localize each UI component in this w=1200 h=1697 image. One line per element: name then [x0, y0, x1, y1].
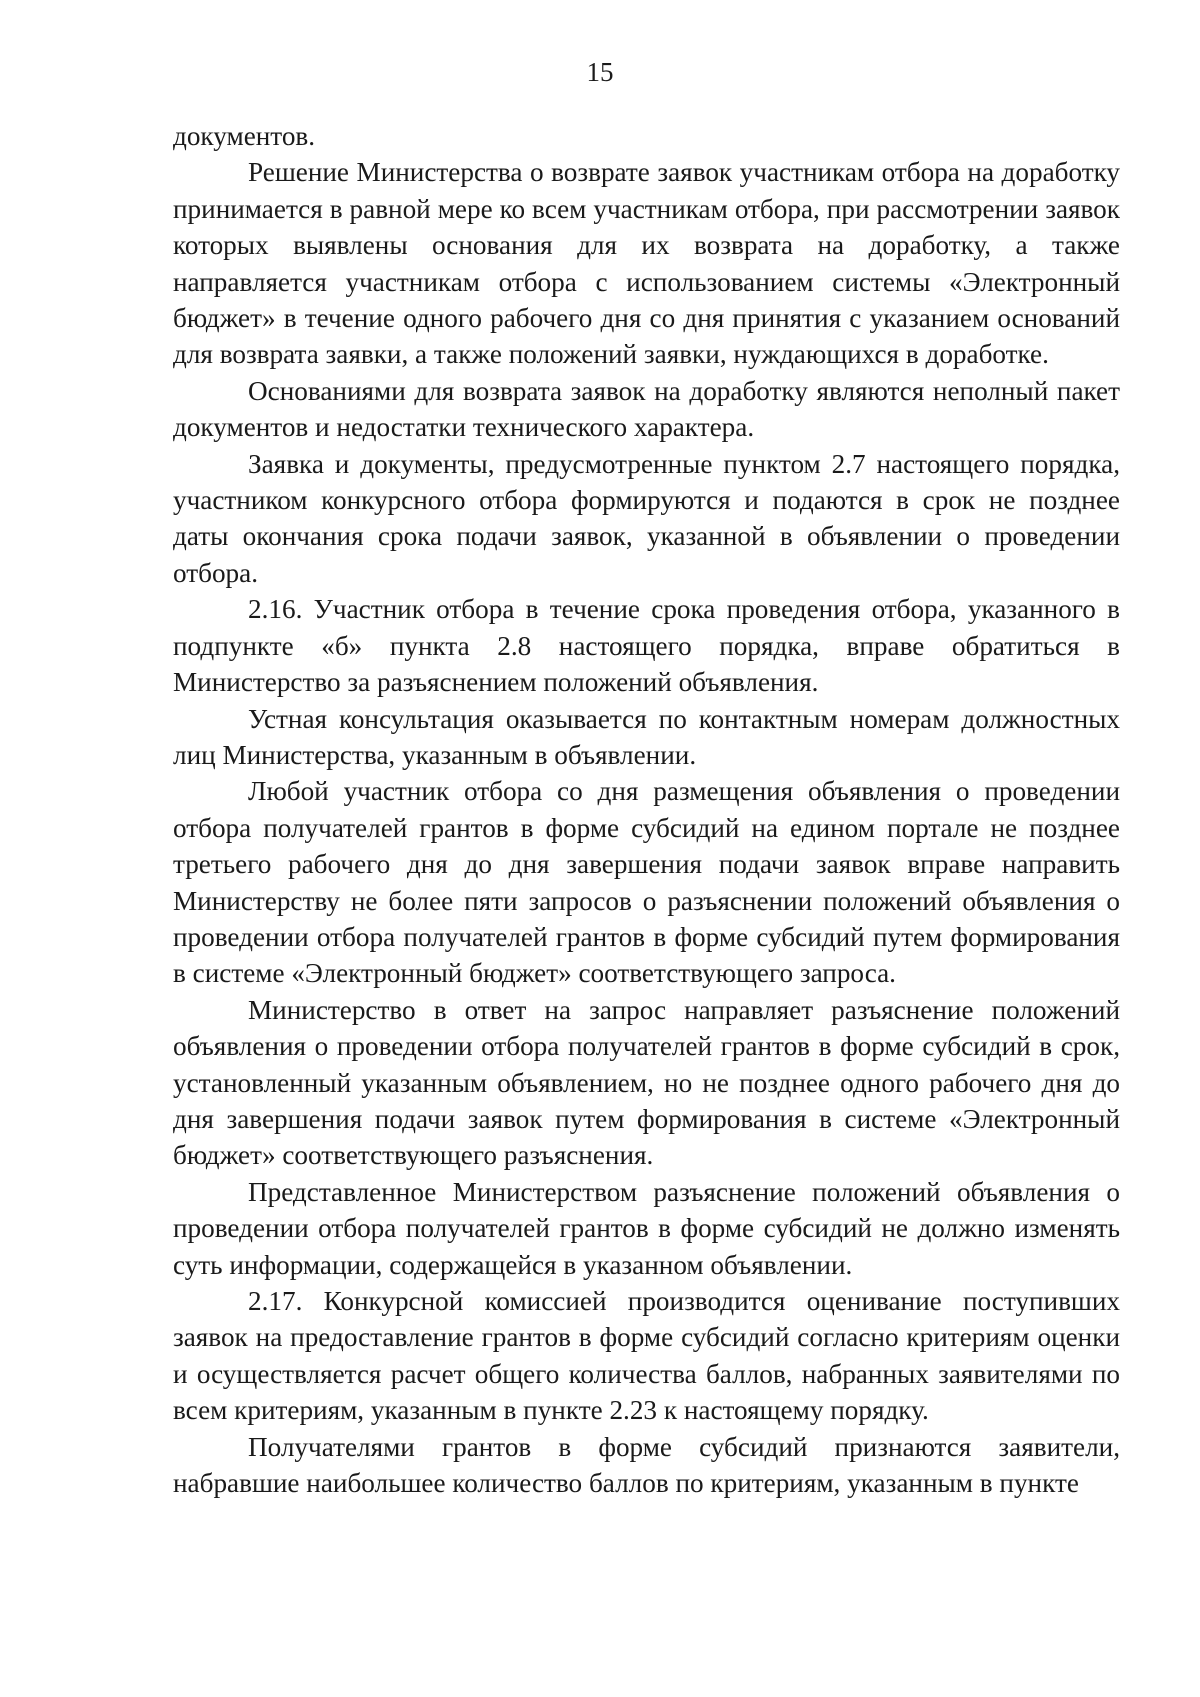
- paragraph-grant-recipients: Получателями грантов в форме субсидий признаются заявители, набравшие наибольшее количество баллов по критериям, указанным в пункте: [173, 1431, 1120, 1499]
- paragraph-application-documents: Заявка и документы, предусмотренные пунктом 2.7 настоящего порядка, участником конкурсного отбора формируются и подаются в срок не позднее даты окончания срока подачи заявок, указанной в объявлении о проведении отбора.: [173, 448, 1120, 588]
- paragraph-2-17: 2.17. Конкурсной комиссией производится оценивание поступивших заявок на предоставление грантов в форме субсидий согласно критериям оценки и осуществляется расчет общего количества баллов, набранных заявителями по всем критериям, указанным в пункте 2.23 к настоящему порядку.: [173, 1286, 1120, 1426]
- paragraph-oral-consultation: Устная консультация оказывается по контактным номерам должностных лиц Министерства, указанным в объявлении.: [173, 703, 1120, 770]
- paragraph-clarification-requests: Любой участник отбора со дня размещения объявления о проведении отбора получателей грантов в форме субсидий на едином портале не позднее третьего рабочего дня до дня завершения подачи заявок вправе направить Министерству не более пяти запросов о разъяснении положений объявления о проведении отбора получателей грантов в форме субсидий путем формирования в системе «Электронный бюджет» соответствующего запроса.: [173, 776, 1120, 989]
- page-number: 15: [586, 57, 614, 87]
- paragraph-clarification-content: Представленное Министерством разъяснение положений объявления о проведении отбора получателей грантов в форме субсидий не должно изменять суть информации, содержащейся в указанном объявлении.: [173, 1176, 1120, 1280]
- paragraph-return-grounds: Основаниями для возврата заявок на доработку являются неполный пакет документов и недостатки технического характера.: [173, 375, 1120, 443]
- paragraph-2-16: 2.16. Участник отбора в течение срока проведения отбора, указанного в подпункте «б» пункта 2.8 настоящего порядка, вправе обратиться в Министерство за разъяснением положений объявления.: [173, 594, 1120, 698]
- paragraph-return-decision: Решение Министерства о возврате заявок участникам отбора на доработку принимается в равной мере ко всем участникам отбора, при рассмотрении заявок которых выявлены основания для их возврата на доработку, а также направляется участникам отбора с использованием системы «Электронный бюджет» в течение одного рабочего дня со дня принятия с указанием оснований для возврата заявки, а также положений заявки, нуждающихся в доработке.: [173, 157, 1120, 370]
- paragraph-continuation: документов.: [173, 121, 316, 151]
- document-body: [173, 118, 1120, 1501]
- paragraph-ministry-response: Министерство в ответ на запрос направляет разъяснение положений объявления о проведении отбора получателей грантов в форме субсидий в срок, установленный указанным объявлением, но не позднее одного рабочего дня до дня завершения подачи заявок путем формирования в системе «Электронный бюджет» соответствующего разъяснения.: [173, 994, 1120, 1171]
